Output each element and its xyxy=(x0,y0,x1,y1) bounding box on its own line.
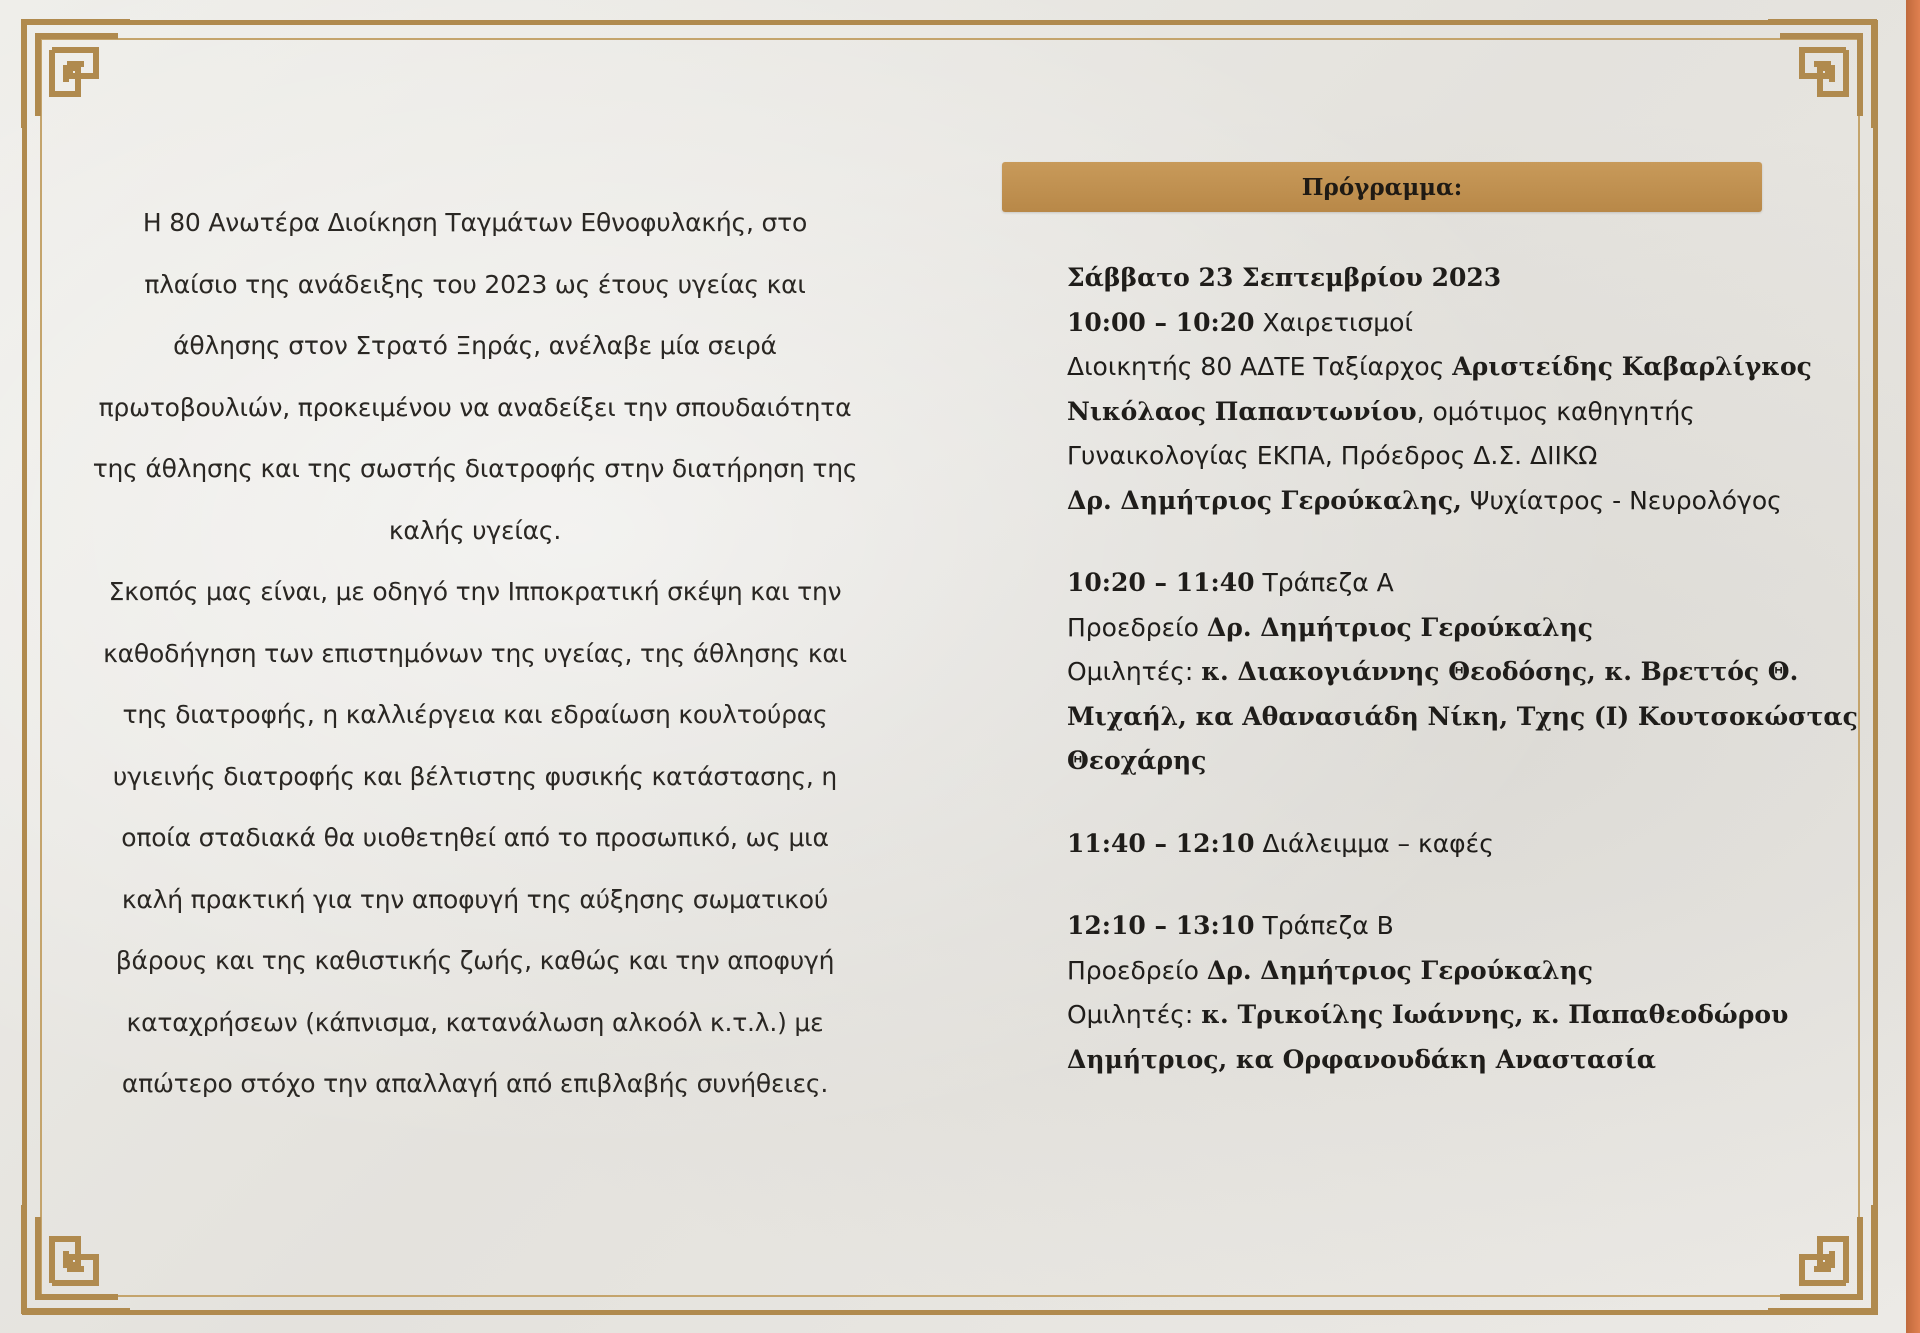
speaker-role: Ψυχίατρος - Νευρολόγος xyxy=(1461,485,1782,515)
speaker-role: , ομότιμος καθηγητής xyxy=(1416,396,1695,426)
chair-name: Δρ. Δημήτριος Γερούκαλης xyxy=(1206,955,1593,985)
time-slot: 10:20 – 11:40 xyxy=(1067,568,1255,597)
speakers-names: κ. Τρικοίλης Ιωάννης, κ. Παπαθεοδώρου xyxy=(1201,1000,1789,1029)
intro-line: πλαίσιο της ανάδειξης του 2023 ως έτους υγείας και xyxy=(144,269,806,299)
schedule-block-table-a xyxy=(1067,561,1858,784)
intro-line: Σκοπός μας είναι, με οδηγό την Ιπποκρατική σκέψη και την xyxy=(108,577,842,606)
speaker-role: Διοικητής 80 ΑΔΤΕ Ταξίαρχος xyxy=(1067,352,1453,381)
corner-ornament-icon xyxy=(18,1199,136,1317)
speakers-names: κ. Διακογιάννης Θεοδόσης, κ. Βρεττός Θ. xyxy=(1201,657,1799,686)
intro-line: της διατροφής, η καλλιέργεια και εδραίωση κουλτούρας xyxy=(122,700,828,729)
session-title: Χαιρετισμοί xyxy=(1254,307,1413,337)
intro-line: Η 80 Ανωτέρα Διοίκηση Ταγμάτων Εθνοφυλακής, στο xyxy=(142,208,808,237)
speaker-name: Δρ. Δημήτριος Γερούκαλης, xyxy=(1067,485,1462,515)
intro-line: πρωτοβουλιών, προκειμένου να αναδείξει την σπουδαιότητα xyxy=(98,392,852,422)
corner-ornament-icon xyxy=(1762,16,1880,134)
chair-label: Προεδρείο xyxy=(1067,955,1207,985)
intro-line: καθοδήγηση των επιστημόνων της υγείας, της άθλησης και xyxy=(103,638,847,668)
corner-ornament-icon xyxy=(1762,1199,1880,1317)
speakers-names: Μιχαήλ, κα Αθανασιάδη Νίκη, Τχης (Ι) Κουτσοκώστας xyxy=(1067,701,1858,731)
program-date: Σάββατο 23 Σεπτεμβρίου 2023 xyxy=(1067,263,1502,292)
time-slot: 10:00 – 10:20 xyxy=(1067,307,1255,337)
session-title: Τράπεζα Β xyxy=(1254,911,1394,940)
intro-line: άθλησης στον Στρατό Ξηράς, ανέλαβε μία σειρά xyxy=(173,331,777,360)
chair-name: Δρ. Δημήτριος Γερούκαλης xyxy=(1206,612,1593,642)
corner-ornament-icon xyxy=(18,16,136,134)
chair-label: Προεδρείο xyxy=(1067,612,1207,642)
speakers-label: Ομιλητές: xyxy=(1067,1000,1202,1029)
speakers-label: Ομιλητές: xyxy=(1067,657,1202,686)
intro-line: καλής υγείας. xyxy=(388,515,562,545)
session-title: Διάλειμμα – καφές xyxy=(1254,828,1494,858)
speaker-name: Νικόλαος Παπαντωνίου xyxy=(1067,396,1417,426)
intro-line: οποία σταδιακά θα υιοθετηθεί από το προσωπικό, ως μια xyxy=(121,823,829,852)
intro-line: υγιεινής διατροφής και βέλτιστης φυσικής κατάστασης, η xyxy=(112,761,838,791)
speaker-role: Γυναικολογίας ΕΚΠΑ, Πρόεδρος Δ.Σ. ΔΙΙΚΩ xyxy=(1067,441,1598,470)
time-slot: 12:10 – 13:10 xyxy=(1067,911,1255,940)
speakers-names: Δημήτριος, κα Ορφανουδάκη Αναστασία xyxy=(1067,1044,1656,1074)
speaker-name: Αριστείδης Καβαρλίγκος xyxy=(1452,352,1812,381)
intro-line: καλή πρακτική για την αποφυγή της αύξησης σωματικού xyxy=(121,884,829,914)
intro-line: της άθλησης και της σωστής διατροφής στην διατήρηση της xyxy=(92,454,858,483)
intro-text xyxy=(90,192,860,1115)
schedule-block-break xyxy=(1067,822,1827,867)
intro-line: καταχρήσεων (κάπνισμα, κατανάλωση αλκοόλ κ.τ.λ.) με xyxy=(126,1007,824,1037)
schedule-block-welcome xyxy=(1067,301,1827,524)
program-heading: Πρόγραμμα: xyxy=(1002,162,1762,212)
page-edge xyxy=(1906,0,1920,1333)
time-slot: 11:40 – 12:10 xyxy=(1067,828,1255,858)
schedule-block-table-b xyxy=(1067,904,1827,1082)
intro-line: απώτερο στόχο την απαλλαγή από επιβλαβής συνήθειες. xyxy=(121,1069,829,1098)
intro-line: βάρους και της καθιστικής ζωής, καθώς και την αποφυγή xyxy=(115,946,835,975)
session-title: Τράπεζα Α xyxy=(1254,568,1394,597)
speakers-names: Θεοχάρης xyxy=(1067,746,1207,775)
program-schedule xyxy=(1067,256,1858,1082)
